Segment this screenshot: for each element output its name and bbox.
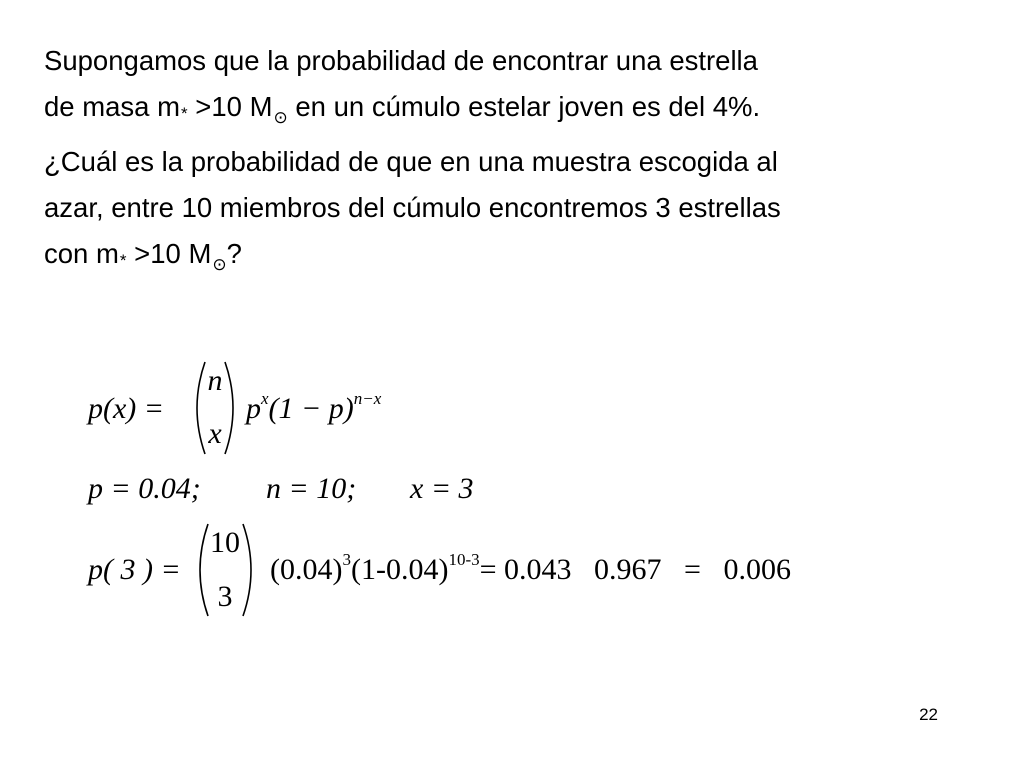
binomial-bottom: x	[208, 417, 222, 450]
exponent-1: 3	[342, 550, 351, 569]
mass-threshold: >10 M	[126, 238, 212, 269]
question-line-3-start: con m	[44, 238, 119, 269]
solar-symbol: ⊙	[212, 255, 227, 274]
base-term-2: (1-0.04)	[350, 553, 449, 586]
computation-rhs	[270, 550, 791, 587]
binomial-top: n	[207, 364, 223, 397]
param-n: n = 10;	[266, 472, 357, 505]
question-text	[44, 139, 781, 281]
statement-line-2-end: en un cúmulo estelar joven es del 4%.	[287, 91, 761, 122]
binomial-top: 10	[210, 526, 240, 559]
question-line-2: azar, entre 10 miembros del cúmulo encontremos 3 estrellas	[44, 192, 781, 223]
right-paren	[240, 522, 262, 618]
computation-lhs: p( 3 ) =	[88, 553, 181, 586]
param-x: x = 3	[410, 472, 474, 505]
statement-line-2-start: de masa m	[44, 91, 181, 122]
star-subscript: *	[119, 251, 127, 270]
formula-rhs	[246, 389, 382, 426]
mass-threshold: >10 M	[187, 91, 273, 122]
statement-line-1: Supongamos que la probabilidad de encontrar una estrella	[44, 45, 758, 76]
one-minus-p-term: (1 − p)	[268, 392, 354, 425]
right-paren	[222, 360, 244, 456]
statement-line-2	[44, 84, 760, 134]
p-term: p	[246, 392, 261, 425]
base-term-1: (0.04)	[270, 553, 343, 586]
exponent-n-minus-x: n−x	[353, 389, 382, 408]
computation-result: = 0.043 0.967 = 0.006	[479, 553, 791, 586]
question-line-3	[44, 231, 781, 281]
formula-lhs: p(x) =	[88, 392, 165, 425]
binomial-bottom: 3	[217, 580, 233, 613]
page-number: 22	[919, 705, 938, 724]
solar-symbol: ⊙	[273, 108, 288, 127]
param-p: p = 0.04;	[88, 472, 201, 505]
question-mark: ?	[226, 238, 242, 269]
exponent-x: x	[261, 389, 269, 408]
exponent-2: 10-3	[448, 550, 480, 569]
problem-statement	[44, 38, 760, 134]
question-line-1: ¿Cuál es la probabilidad de que en una muestra escogida al	[44, 146, 778, 177]
star-subscript: *	[181, 104, 188, 123]
